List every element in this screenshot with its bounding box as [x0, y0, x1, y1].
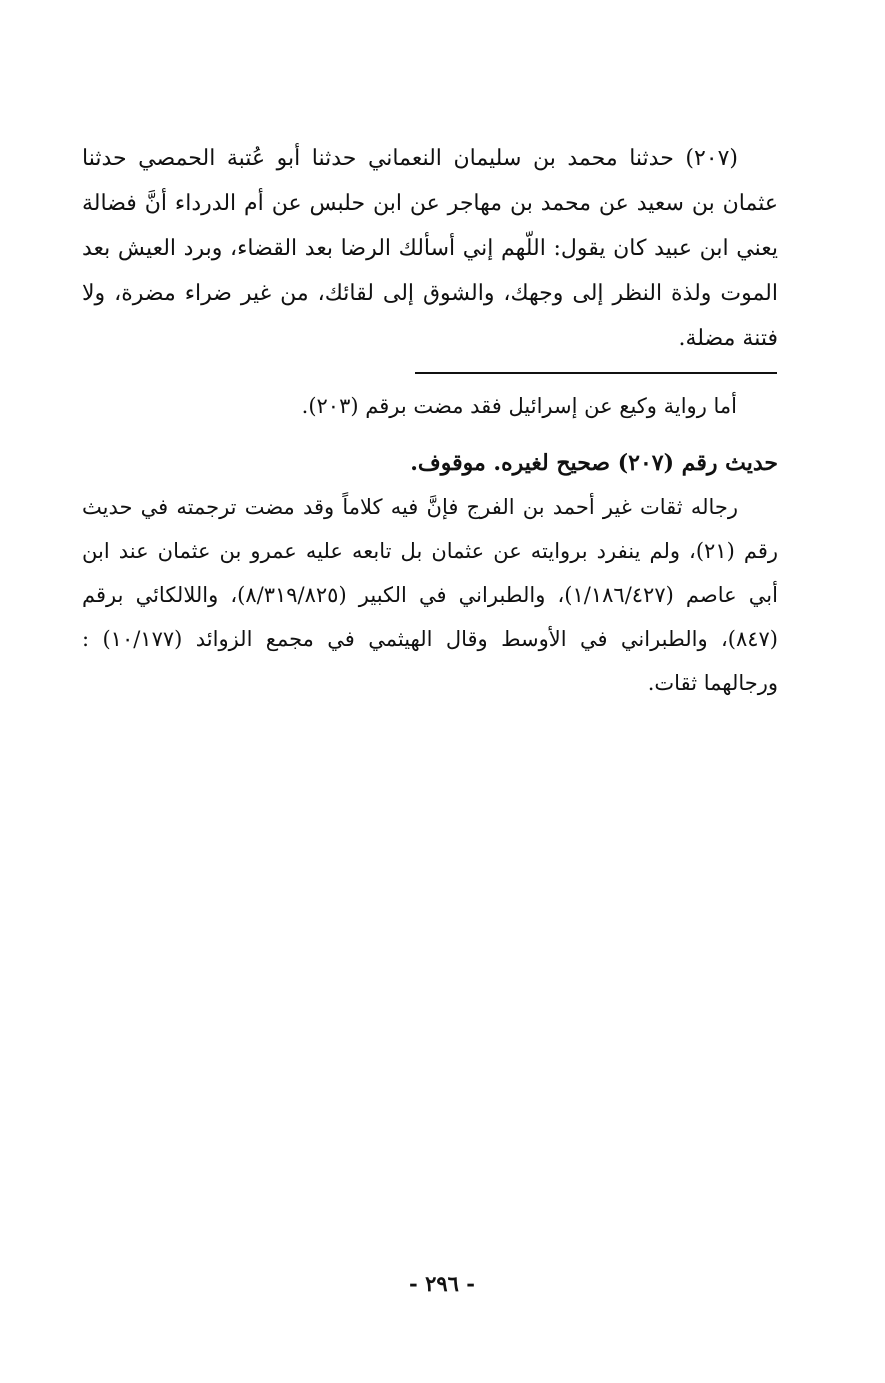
hadith-text — [82, 136, 778, 361]
hadith-analysis-content: رجاله ثقات غير أحمد بن الفرج فإنَّ فيه كلاماً وقد مضت ترجمته في حديث رقم (٢١)، ولم ينفرد بروايته عن عثمان بل تابعه عليه عمرو بن عثمان عند ابن أبي عاصم (١/١٨٦/٤٢٧)، والطبراني في الكبير (٨/٣١٩/٨٢٥)، واللالكائي برقم (٨٤٧)، والطبراني في الأوسط وقال الهيثمي في مجمع الزوائد (١٠/١٧٧) : ورجالهما ثقات. — [82, 495, 778, 695]
footnote-divider — [415, 372, 777, 374]
hadith-analysis — [82, 485, 778, 705]
hadith-text-content: (٢٠٧) حدثنا محمد بن سليمان النعماني حدثنا أبو عُتبة الحمصي حدثنا عثمان بن سعيد عن محمد بن مهاجر عن ابن حلبس عن أم الدرداء أنَّ فضالة يعني ابن عبيد كان يقول: اللّهم إني أسألك الرضا بعد القضاء، وبرد العيش بعد الموت ولذة النظر إلى وجهك، والشوق إلى لقائك، من غير ضراء مضرة، ولا فتنة مضلة. — [82, 146, 778, 351]
hadith-grade-heading: حديث رقم (٢٠٧) صحيح لغيره. موقوف. — [410, 450, 778, 476]
footnote: أما رواية وكيع عن إسرائيل فقد مضت برقم (٢٠٣). — [301, 394, 737, 418]
page-number: - ٢٩٦ - — [409, 1271, 475, 1296]
